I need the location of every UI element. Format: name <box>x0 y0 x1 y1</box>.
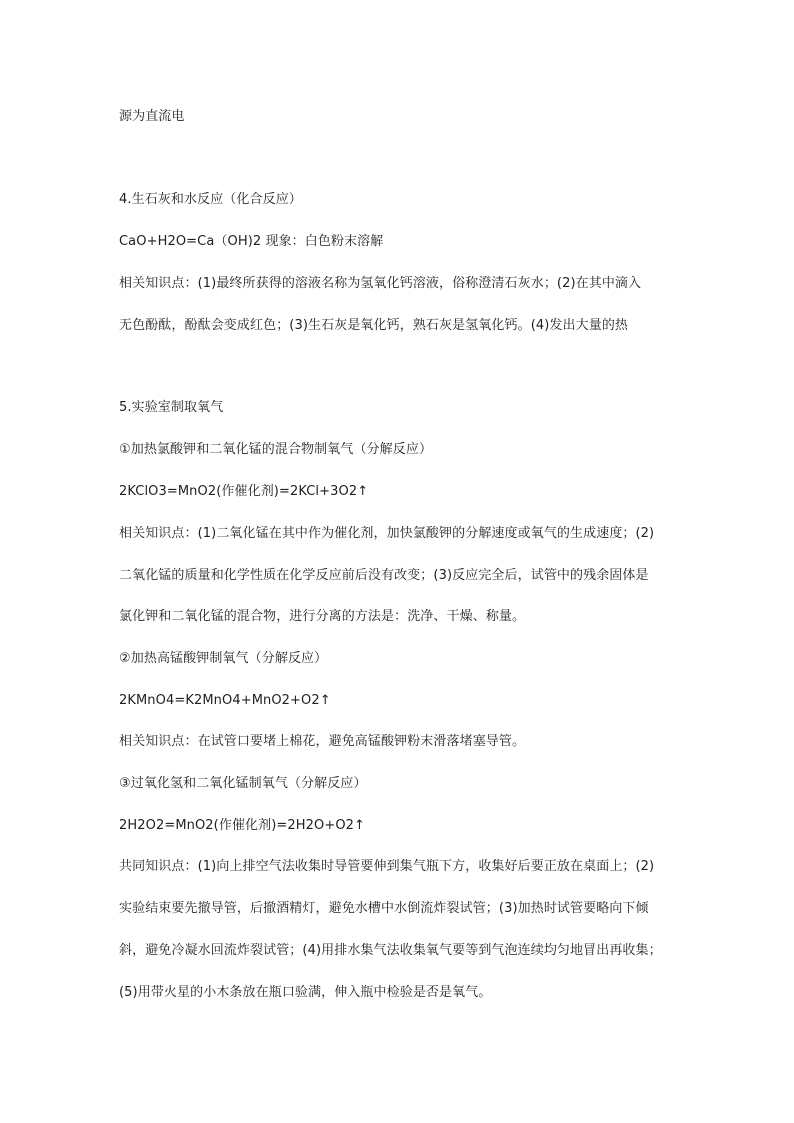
text-line-1: 源为直流电 <box>119 109 185 124</box>
text-line: 相关知识点：(1)最终所获得的溶液名称为氢氧化钙溶液，俗称澄清石灰水；(2)在其中滴入 <box>119 276 642 291</box>
equation-line: 2KClO3=MnO2(作催化剂)=2KCl+3O2↑ <box>119 484 369 499</box>
equation-line: 2H2O2=MnO2(作催化剂)=2H2O+O2↑ <box>119 818 366 833</box>
text-line: 共同知识点：(1)向上排空气法收集时导管要伸到集气瓶下方，收集好后要正放在桌面上；(2) <box>119 859 655 874</box>
subheading-3: ③过氧化氢和二氧化锰制氧气（分解反应） <box>119 776 367 791</box>
subheading-2: ②加热高锰酸钾制氧气（分解反应） <box>119 651 328 666</box>
text-line: 相关知识点：在试管口要堵上棉花，避免高锰酸钾粉末滑落堵塞导管。 <box>119 734 526 749</box>
text-line: 氯化钾和二氧化锰的混合物，进行分离的方法是：洗净、干燥、称量。 <box>119 609 526 624</box>
section-heading-4: 4.生石灰和水反应（化合反应） <box>119 192 302 207</box>
text-line: 相关知识点：(1)二氧化锰在其中作为催化剂，加快氯酸钾的分解速度或氧气的生成速度；(2) <box>119 526 655 541</box>
text-line: 实验结束要先撤导管，后撤酒精灯，避免水槽中水倒流炸裂试管；(3)加热时试管要略向下倾 <box>119 901 649 916</box>
text-line: 斜，避免冷凝水回流炸裂试管；(4)用排水集气法收集氧气要等到气泡连续均匀地冒出再收集； <box>119 943 662 958</box>
text-line: 二氧化锰的质量和化学性质在化学反应前后没有改变；(3)反应完全后，试管中的残余固体是 <box>119 568 649 583</box>
section-heading-5: 5.实验室制取氧气 <box>119 400 224 415</box>
subheading-1: ①加热氯酸钾和二氧化锰的混合物制氧气（分解反应） <box>119 442 433 457</box>
text-line: 无色酚酞，酚酞会变成红色；(3)生石灰是氧化钙，熟石灰是氢氧化钙。(4)发出大量的热 <box>119 318 629 333</box>
text-line: (5)用带火星的小木条放在瓶口验满，伸入瓶中检验是否是氧气。 <box>119 985 492 1000</box>
equation-line: 2KMnO4=K2MnO4+MnO2+O2↑ <box>119 693 331 708</box>
equation-line: CaO+H2O=Ca（OH)2 现象：白色粉末溶解 <box>119 234 384 249</box>
